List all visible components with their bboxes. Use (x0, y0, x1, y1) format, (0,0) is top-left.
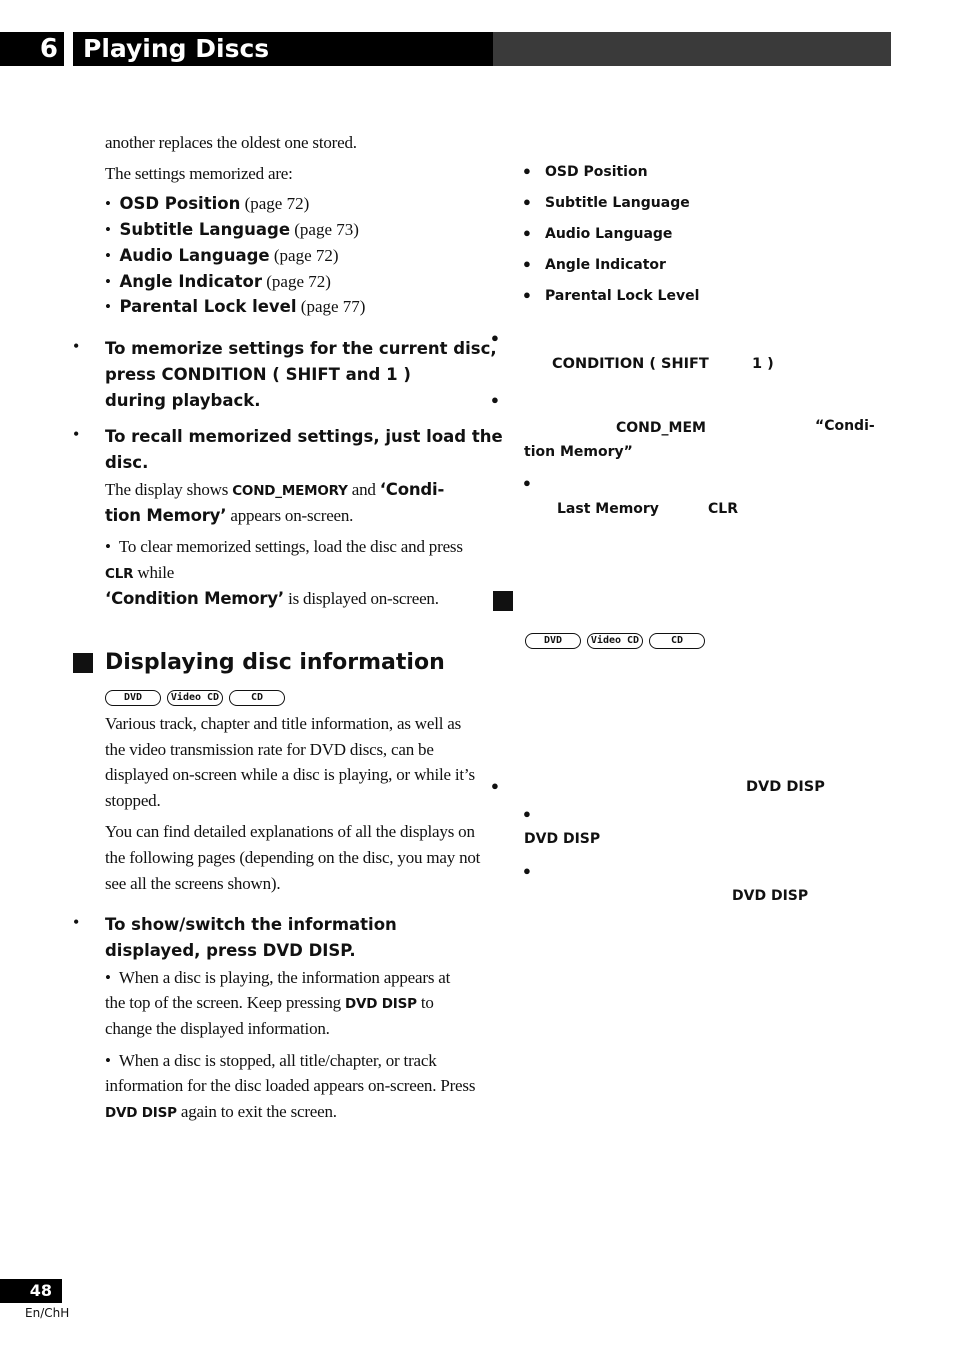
right-dvd-disp-2: DVD DISP (524, 831, 601, 847)
memorize-line-3: during playback. (105, 391, 261, 410)
setting-name: Parental Lock level (119, 297, 297, 316)
stopped-code: DVD DISP (105, 1105, 177, 1121)
bullet: ● (491, 392, 499, 407)
bullet: ● (491, 778, 499, 793)
setting-ref: (page 77) (300, 297, 366, 316)
setting-ref: (page 72) (244, 194, 310, 213)
playing-pre: the top of the screen. Keep pressing (105, 993, 341, 1012)
clear-line-2 (105, 560, 174, 586)
stopped-text: When a disc is stopped, all title/chapter, or track (118, 1051, 437, 1070)
stopped-line-2: information for the disc loaded appears on-screen. Press (105, 1076, 476, 1095)
stopped-line-1: • When a disc is stopped, all title/chapter, or track (105, 1051, 437, 1070)
settings-item: • Subtitle Language (page 73) (105, 220, 359, 239)
settings-item: • Angle Indicator (page 72) (105, 272, 331, 291)
cd-badge: CD (229, 690, 285, 706)
settings-item: • Parental Lock level (page 77) (105, 297, 366, 316)
section-marker (73, 653, 93, 673)
para1-line: Various track, chapter and title information, as well as (105, 714, 462, 733)
setting-name: Audio Language (119, 246, 270, 265)
para1-line: displayed on-screen while a disc is playing, or while it’s (105, 765, 475, 784)
clear-post: is displayed on-screen. (288, 589, 439, 608)
recall-line-1: To recall memorized settings, just load the (105, 427, 503, 446)
playing-line-3: change the displayed information. (105, 1019, 330, 1038)
memorize-line-1: To memorize settings for the current disc, (105, 339, 497, 358)
bullet: • (73, 336, 80, 356)
right-dvd-disp-1: DVD DISP (746, 779, 825, 795)
right-condition: CONDITION ( SHIFT (552, 356, 709, 372)
stopped-post: again to exit the screen. (180, 1102, 337, 1121)
right-condi-quote-2: tion Memory” (524, 444, 633, 460)
clear-line-3 (105, 586, 439, 612)
recall-display-line-2 (105, 503, 353, 529)
clear-quote: ‘Condition Memory’ (105, 589, 284, 608)
bullet: ● (523, 863, 531, 878)
right-setting: OSD Position (545, 164, 648, 180)
playing-line-2 (105, 990, 434, 1016)
page-number: 48 (0, 1279, 62, 1303)
disc-badges (105, 687, 285, 706)
bullet: ● (523, 256, 531, 271)
header-bar (493, 32, 891, 66)
page-code: En/ChH (25, 1306, 70, 1320)
right-cond-mem: COND_MEM (616, 420, 706, 436)
right-setting: Angle Indicator (545, 257, 666, 273)
chapter-number: 6 (0, 32, 64, 66)
right-setting: Audio Language (545, 226, 673, 242)
right-setting: Parental Lock Level (545, 288, 700, 304)
display-pre: The display shows (105, 480, 229, 499)
intro-line: another replaces the oldest one stored. (105, 133, 357, 152)
stopped-line-3 (105, 1099, 337, 1125)
clear-text: To clear memorized settings, load the disc and press (118, 537, 463, 556)
display-code: COND_MEMORY (232, 483, 348, 499)
display-and: and (351, 480, 376, 499)
cd-badge: CD (649, 633, 705, 649)
bullet: ● (523, 194, 531, 209)
clear-while: while (137, 563, 175, 582)
right-dvd-disp-3: DVD DISP (732, 888, 809, 904)
right-condition-key: 1 ) (752, 356, 774, 372)
section-title: Displaying disc information (105, 650, 445, 675)
para2-line: the following pages (depending on the disc, you may not (105, 848, 481, 867)
settings-intro: The settings memorized are: (105, 164, 293, 183)
para2-line: see all the screens shown). (105, 874, 281, 893)
bullet: ● (523, 225, 531, 240)
setting-name: Subtitle Language (119, 220, 291, 239)
display-quote-2: tion Memory’ (105, 506, 227, 525)
settings-item: • OSD Position (page 72) (105, 194, 310, 213)
chapter-title: Playing Discs (73, 32, 493, 66)
bullet: ● (491, 330, 499, 345)
recall-line-2: disc. (105, 453, 149, 472)
videocd-badge: Video CD (587, 633, 643, 649)
bullet: • (73, 424, 80, 444)
playing-line-1: • When a disc is playing, the information appears at (105, 968, 451, 987)
para1-line: the video transmission rate for DVD discs, can be (105, 740, 434, 759)
setting-ref: (page 72) (266, 272, 331, 291)
videocd-badge: Video CD (167, 690, 223, 706)
para2-line: You can find detailed explanations of all the displays on (105, 822, 475, 841)
disc-badges-right (525, 630, 705, 649)
settings-item: • Audio Language (page 72) (105, 246, 339, 265)
playing-text: When a disc is playing, the information appears at (118, 968, 451, 987)
playing-code: DVD DISP (344, 996, 417, 1012)
clear-code: CLR (105, 566, 134, 582)
memorize-line-2: press CONDITION ( SHIFT and 1 ) (105, 365, 411, 384)
bullet: ● (523, 475, 531, 490)
para1-line: stopped. (105, 791, 161, 810)
right-clr: CLR (708, 501, 738, 517)
display-post: appears on-screen. (230, 506, 354, 525)
bullet: ● (523, 163, 531, 178)
show-line-1: To show/switch the information (105, 915, 397, 934)
right-last-memory: Last Memory (557, 501, 659, 517)
clear-line-1: • To clear memorized settings, load the disc and press (105, 537, 463, 556)
setting-ref: (page 72) (273, 246, 339, 265)
section-marker-right (493, 591, 513, 611)
bullet: • (73, 912, 80, 932)
bullet: ● (523, 806, 531, 821)
setting-ref: (page 73) (294, 220, 359, 239)
setting-name: Angle Indicator (119, 272, 262, 291)
dvd-badge: DVD (525, 633, 581, 649)
show-line-2: displayed, press DVD DISP. (105, 941, 356, 960)
bullet: ● (523, 287, 531, 302)
playing-post: to (420, 993, 434, 1012)
dvd-badge: DVD (105, 690, 161, 706)
right-setting: Subtitle Language (545, 195, 690, 211)
display-quote: ‘Condi- (379, 480, 445, 499)
right-condi-quote: “Condi- (815, 418, 875, 434)
setting-name: OSD Position (119, 194, 241, 213)
recall-display-line (105, 477, 444, 503)
